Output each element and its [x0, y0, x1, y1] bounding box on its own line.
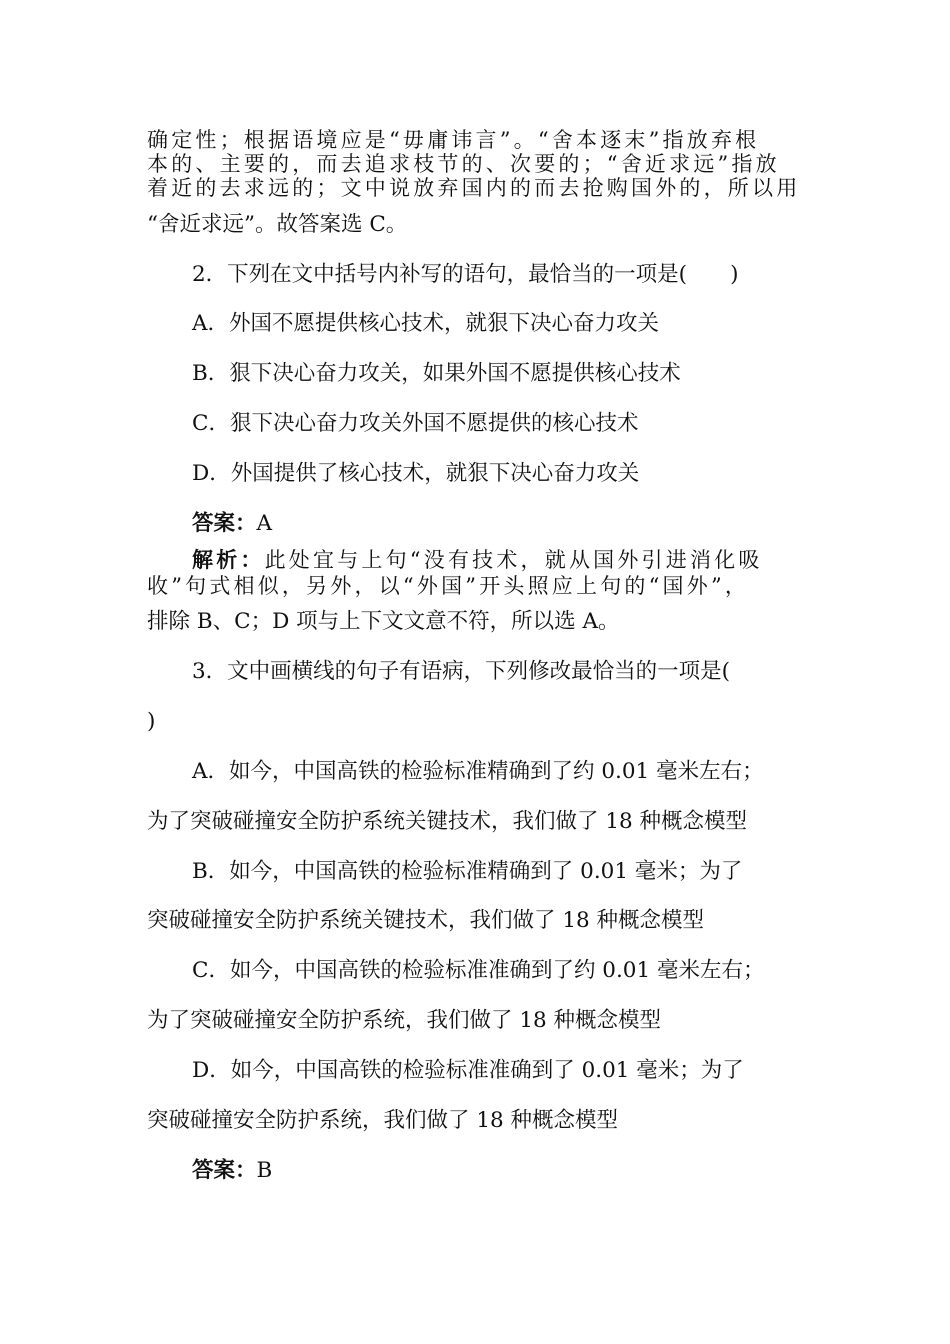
- analysis-label: 解析：: [192, 547, 265, 572]
- question-3-option-a-cont: 为了突破碰撞安全防护系统关键技术，我们做了 18 种概念模型: [147, 809, 748, 834]
- question-3-option-a: A．如今，中国高铁的检验标准精确到了约 0.01 毫米左右；: [192, 759, 764, 784]
- answer-label: 答案：: [192, 1158, 257, 1183]
- prev-explanation-line: 本的、主要的，而去追求枝节的、次要的；“舍近求远”指放: [147, 152, 780, 176]
- question-3-stem: 3．文中画横线的句子有语病，下列修改最恰当的一项是(: [192, 659, 731, 684]
- question-2-analysis-line: 收”句式相似，另外，以“外国”开头照应上句的“国外”，: [147, 574, 750, 598]
- analysis-text: 此处宜与上句“没有技术，就从国外引进消化吸: [264, 548, 763, 572]
- question-3-option-d-cont: 突破碰撞安全防护系统，我们做了 18 种概念模型: [147, 1108, 619, 1133]
- prev-explanation-line: 着近的去求远的；文中说放弃国内的而去抢购国外的，所以用: [147, 176, 801, 200]
- prev-explanation-line: 确定性；根据语境应是“毋庸讳言”。“舍本逐末”指放弃根: [147, 128, 760, 152]
- question-2-option-d: D．外国提供了核心技术，就狠下决心奋力攻关: [192, 461, 640, 486]
- question-2-answer: [192, 511, 272, 537]
- question-2-option-c: C．狠下决心奋力攻关外国不愿提供的核心技术: [192, 411, 639, 436]
- question-3-option-b: B．如今，中国高铁的检验标准精确到了 0.01 毫米；为了: [192, 859, 743, 884]
- answer-value: B: [256, 1158, 273, 1183]
- answer-value: A: [256, 511, 273, 536]
- question-3-option-b-cont: 突破碰撞安全防护系统关键技术，我们做了 18 种概念模型: [147, 908, 705, 933]
- prev-explanation-line: “舍近求远”。故答案选 C。: [147, 212, 408, 237]
- question-2-option-b: B．狠下决心奋力攻关，如果外国不愿提供核心技术: [192, 361, 681, 386]
- answer-label: 答案：: [192, 511, 257, 536]
- question-2-stem: 2．下列在文中括号内补写的语句，最恰当的一项是( ): [192, 262, 739, 287]
- question-2-option-a: A．外国不愿提供核心技术，就狠下决心奋力攻关: [192, 311, 660, 336]
- question-3-option-c: C．如今，中国高铁的检验标准准确到了约 0.01 毫米左右；: [192, 958, 765, 983]
- question-2-analysis: [192, 547, 763, 573]
- question-3-stem-end: ): [147, 709, 156, 734]
- question-2-analysis-line: 排除 B、C；D 项与上下文文意不符，所以选 A。: [147, 609, 620, 634]
- question-3-option-d: D．如今，中国高铁的检验标准准确到了 0.01 毫米；为了: [192, 1058, 744, 1083]
- question-3-option-c-cont: 为了突破碰撞安全防护系统，我们做了 18 种概念模型: [147, 1008, 662, 1033]
- question-3-answer: [192, 1158, 272, 1184]
